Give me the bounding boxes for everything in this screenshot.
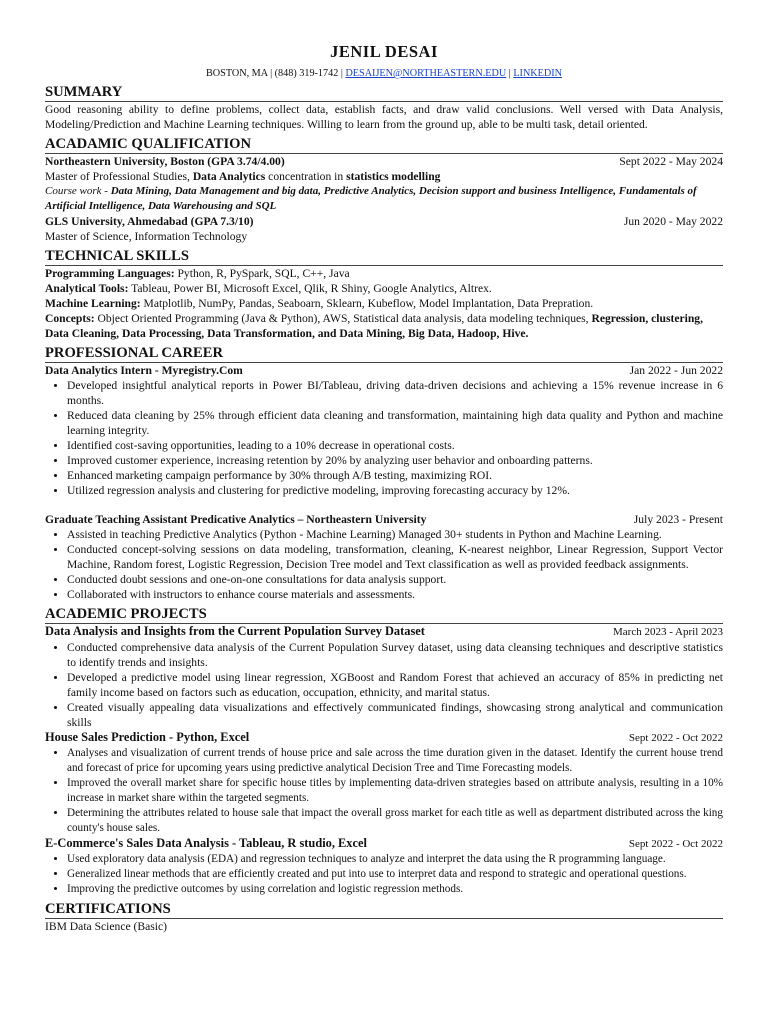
degree-line	[45, 169, 723, 184]
degree-line: Master of Science, Information Technology	[45, 230, 248, 243]
project-name: E-Commerce's Sales Data Analysis - Tableau, R studio, Excel	[45, 836, 367, 850]
list-item: • Determining the attributes related to house sale that impact the overall gross market for each title as well as department distributed across the king county's house sales.	[67, 806, 723, 836]
list-item: • Improved customer experience, increasing retention by 20% by analyzing user behavior and onboarding patterns.	[67, 453, 723, 468]
project-dates: Sept 2022 - Oct 2022	[628, 732, 723, 744]
list-item: • Conducted concept-solving sessions on data modeling, transformation, cleaning, K-nearest neighbor, Linear Regression, Support Vector Machine, Random forest, Logistic Regression, Decision Tree model and Text classification as well as provided feedback assignments.	[67, 542, 723, 572]
coursework-list: Data Mining, Data Management and big data, Predictive Analytics, Decision support and business Intelligence, Fundamentals of Artificial Intelligence, Data Warehousing and SQL	[45, 185, 697, 212]
list-item: • Reduced data cleaning by 25% through efficient data cleaning and transformation, maintaining high data quality and Python and machine learning integrity.	[67, 408, 723, 438]
candidate-name: JENIL DESAI	[330, 42, 438, 61]
job-dates: Jan 2022 - Jun 2022	[629, 364, 723, 377]
coursework-line	[45, 184, 723, 214]
job-bullets	[45, 527, 723, 602]
list-item: • Improved the overall market share for specific house titles by implementing data-driven strategies based on attribute analysis, resulting in a 10% increase in market share within the targeted segments.	[67, 776, 723, 806]
email-link[interactable]: DESAIJEN@NORTHEASTERN.EDU	[345, 68, 507, 79]
project-name: House Sales Prediction - Python, Excel	[45, 730, 250, 744]
job-dates: July 2023 - Present	[633, 513, 723, 526]
list-item: • Utilized regression analysis and clustering for predictive modeling, improving forecasting accuracy by 12%.	[67, 483, 723, 498]
list-item: • Conducted comprehensive data analysis of the Current Population Survey dataset, using data cleansing techniques and descriptive statistics to identify trends and insights.	[67, 640, 723, 670]
skill-label: Concepts:	[45, 312, 95, 325]
list-item: • Developed a predictive model using linear regression, XGBoost and Random Forest that achieved an accuracy of 85% in predicting net family income based on factors such as education, occupation, ethnicity, and marital status.	[67, 670, 723, 700]
skill-line	[45, 266, 723, 281]
skill-line	[45, 311, 723, 341]
school-name: Northeastern University, Boston (GPA 3.74/4.00)	[45, 155, 285, 168]
skill-text-bold: Regression, clustering, Data Cleaning, Data Processing, Data Transformation, and Data Mining, Big Data, Hadoop, Hive.	[45, 312, 703, 340]
section-title-career: PROFESSIONAL CAREER	[45, 345, 723, 363]
school-name: GLS University, Ahmedabad (GPA 7.3/10)	[45, 215, 254, 228]
education-dates: Sept 2022 - May 2024	[619, 155, 723, 168]
job-role: Graduate Teaching Assistant Predicative Analytics – Northeastern University	[45, 513, 427, 526]
summary-text: Good reasoning ability to define problems, collect data, establish facts, and draw valid conclusions. Well versed with Data Analysis, Modeling/Prediction and Machine Learning techniques. Willing to learn from the ground up, able to be multi task, detail oriented.	[45, 103, 723, 131]
list-item: • Developed insightful analytical reports in Power BI/Tableau, driving data-driven decisions and achieving a 15% revenue increase in 6 months.	[67, 378, 723, 408]
project-dates: Sept 2022 - Oct 2022	[628, 838, 723, 850]
list-item: • Created visually appealing data visualizations and effectively communicated findings, showcasing strong analytical and communication skills	[67, 700, 723, 730]
degree-text: Master of Professional Studies,	[45, 170, 193, 183]
project-header	[45, 624, 723, 640]
list-item: • Conducted doubt sessions and one-on-one consultations for data analysis support.	[67, 572, 723, 587]
education-entry-2	[45, 214, 723, 229]
skill-text: Object Oriented Programming (Java & Python), AWS, Statistical data analysis, data modeling techniques,	[94, 312, 592, 325]
skill-line	[45, 296, 723, 311]
certification-item: IBM Data Science (Basic)	[45, 920, 168, 933]
skill-label: Machine Learning:	[45, 297, 141, 310]
project-dates: March 2023 - April 2023	[613, 626, 723, 638]
list-item: • Enhanced marketing campaign performance by 30% through A/B testing, maximizing ROI.	[67, 468, 723, 483]
contact-line	[45, 67, 723, 80]
project-bullets	[45, 640, 723, 730]
skill-label: Analytical Tools:	[45, 282, 129, 295]
project-name: Data Analysis and Insights from the Current Population Survey Dataset	[45, 624, 425, 638]
list-item: • Used exploratory data analysis (EDA) and regression techniques to analyze and interpret the data using the R programming language.	[67, 852, 723, 867]
section-title-summary: SUMMARY	[45, 84, 723, 102]
list-item: • Analyses and visualization of current trends of house price and sale across the time duration given in the dataset. Identify the current house trend and forecast of price for upcoming years using predictive analytical Decision Tree and Time Forecasting models.	[67, 746, 723, 776]
skill-text: Tableau, Power BI, Microsoft Excel, Qlik, R Shiny, Google Analytics, Altrex.	[128, 282, 492, 295]
job-header	[45, 363, 723, 378]
linkedin-link[interactable]: LINKEDIN	[513, 68, 562, 79]
list-item: • Generalized linear methods that are efficiently created and put into use to interpret data and respond to strategic and operational questions.	[67, 867, 723, 882]
job-header	[45, 512, 723, 527]
project-header	[45, 730, 723, 746]
degree-major: Data Analytics	[192, 170, 266, 183]
skill-label: Programming Languages:	[45, 267, 175, 280]
project-bullets	[45, 746, 723, 836]
education-entry-1	[45, 154, 723, 169]
job-role: Data Analytics Intern - Myregistry.Com	[45, 364, 243, 377]
project-header	[45, 836, 723, 852]
list-item: • Assisted in teaching Predictive Analytics (Python - Machine Learning) Managed 30+ students in Python and Machine Learning.	[67, 527, 723, 542]
section-title-education: ACADAMIC QUALIFICATION	[45, 136, 723, 154]
list-item: • Improving the predictive outcomes by using correlation and logistic regression methods.	[67, 882, 723, 897]
list-item: • Collaborated with instructors to enhance course materials and assessments.	[67, 587, 723, 602]
skill-text: Matplotlib, NumPy, Pandas, Seaboarn, Sklearn, Kubeflow, Model Implantation, Data Prepration.	[140, 297, 594, 310]
section-title-certifications: CERTIFICATIONS	[45, 901, 723, 919]
education-dates: Jun 2020 - May 2022	[623, 215, 723, 228]
contact-plain: BOSTON, MA | (848) 319-1742 |	[206, 68, 343, 79]
degree-text-mid: concentration in	[265, 170, 347, 183]
section-title-projects: ACADEMIC PROJECTS	[45, 606, 723, 624]
list-item: • Identified cost-saving opportunities, leading to a 10% decrease in operational costs.	[67, 438, 723, 453]
contact-separator: |	[508, 68, 511, 79]
coursework-label: Course work -	[45, 185, 111, 197]
project-bullets	[45, 852, 723, 897]
skill-text: Python, R, PySpark, SQL, C++, Java	[174, 267, 350, 280]
job-bullets	[45, 378, 723, 498]
skill-line	[45, 281, 723, 296]
degree-concentration: statistics modelling	[346, 170, 441, 183]
section-title-skills: TECHNICAL SKILLS	[45, 248, 723, 266]
